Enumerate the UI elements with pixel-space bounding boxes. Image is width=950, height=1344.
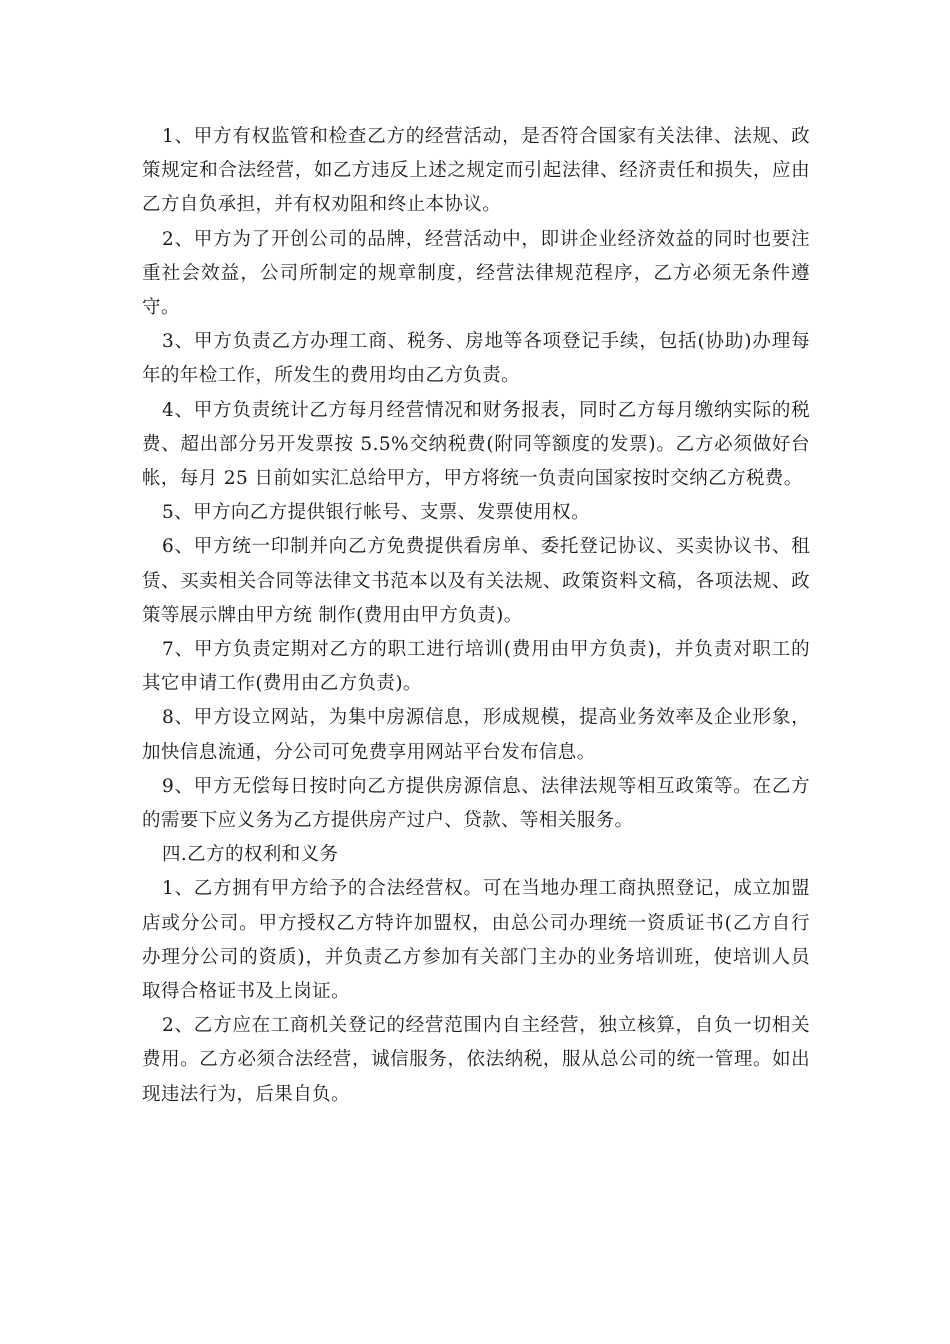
document-body xyxy=(142,120,810,1112)
paragraph-6: 6、甲方统一印制并向乙方免费提供看房单、委托登记协议、买卖协议书、租赁、买卖相关合同等法律文书范本以及有关法规、政策资料文稿，各项法规、政策等展示牌由甲方统 制作(费用由甲方负责)。 xyxy=(142,536,810,626)
paragraph-4: 4、甲方负责统计乙方每月经营情况和财务报表，同时乙方每月缴纳实际的税费、超出部分另开发票按 5.5%交纳税费(附同等额度的发票)。乙方必须做好台帐，每月 25 日前如实汇总给甲方，甲方将统一负责向国家按时交纳乙方税费。 xyxy=(142,399,810,490)
paragraph-11: 2、乙方应在工商机关登记的经营范围内自主经营，独立核算，自负一切相关费用。乙方必须合法经营，诚信服务，依法纳税，服从总公司的统一管理。如出现违法行为，后果自负。 xyxy=(142,1015,810,1105)
paragraph-8: 8、甲方设立网站，为集中房源信息，形成规模，提高业务效率及企业形象，加快信息流通，分公司可免费享用网站平台发布信息。 xyxy=(142,707,810,763)
paragraph-10: 1、乙方拥有甲方给予的合法经营权。可在当地办理工商执照登记，成立加盟店或分公司。甲方授权乙方特许加盟权，由总公司办理统一资质证书(乙方自行办理分公司的资质)，并负责乙方参加有关部门主办的业务培训班，使培训人员取得合格证书及上岗证。 xyxy=(142,878,810,1003)
paragraph-9: 9、甲方无偿每日按时向乙方提供房源信息、法律法规等相互政策等。在乙方的需要下应义务为乙方提供房产过户、贷款、等相关服务。 xyxy=(142,775,810,832)
paragraph-2: 2、甲方为了开创公司的品牌，经营活动中，即讲企业经济效益的同时也要注重社会效益，公司所制定的规章制度，经营法律规范程序，乙方必须无条件遵守。 xyxy=(142,228,810,319)
paragraph-5: 5、甲方向乙方提供银行帐号、支票、发票使用权。 xyxy=(162,502,590,524)
paragraph-7: 7、甲方负责定期对乙方的职工进行培训(费用由甲方负责)，并负责对职工的其它申请工作(费用由乙方负责)。 xyxy=(142,639,810,695)
section-heading: 四.乙方的权利和义务 xyxy=(162,844,339,866)
paragraph-1: 1、甲方有权监管和检查乙方的经营活动，是否符合国家有关法律、法规、政策规定和合法经营，如乙方违反上述之规定而引起法律、经济责任和损失，应由乙方自负承担，并有权劝阻和终止本协议。 xyxy=(142,126,810,216)
paragraph-3: 3、甲方负责乙方办理工商、税务、房地等各项登记手续，包括(协助)办理每年的年检工作，所发生的费用均由乙方负责。 xyxy=(142,331,810,387)
